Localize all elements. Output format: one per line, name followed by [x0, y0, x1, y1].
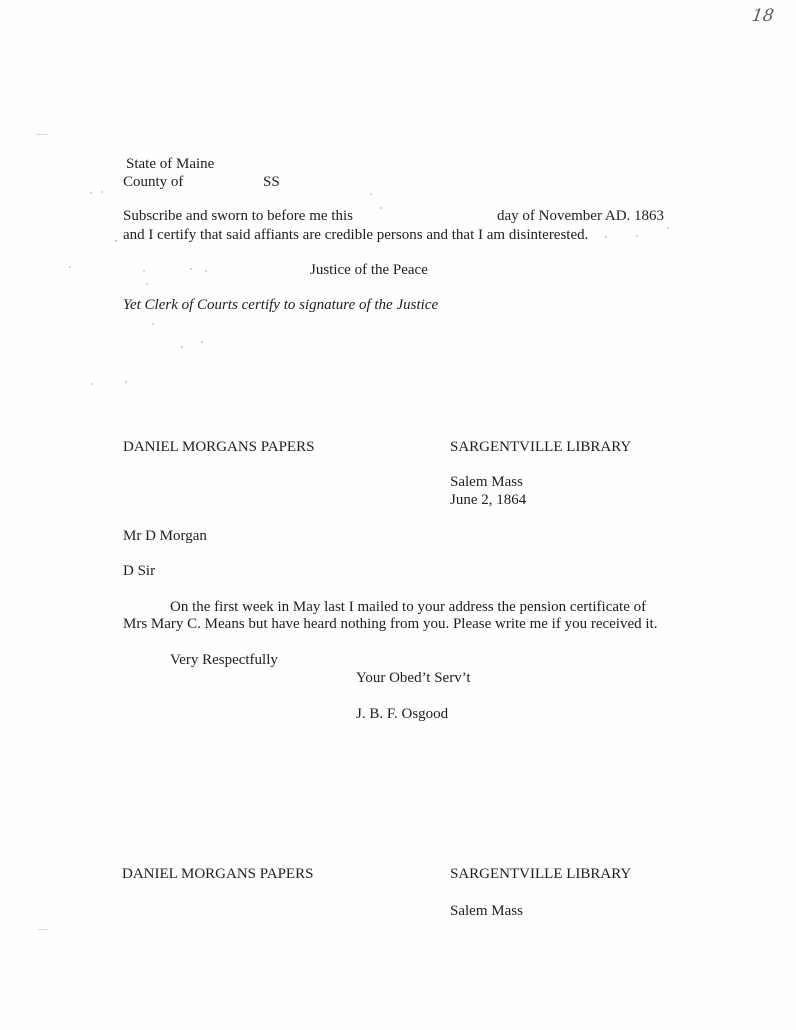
affidavit-date: day of November AD. 1863 [497, 208, 665, 224]
scan-speck [125, 381, 127, 383]
letter1-body-line2: Mrs Mary C. Means but have heard nothing from you. Please write me if you received it. [123, 616, 658, 632]
scan-speck [636, 235, 638, 237]
letter1-salutation: D Sir [123, 563, 156, 579]
scan-mark [38, 929, 48, 930]
certify-line: and I certify that said affiants are credible persons and that I am disinterested. [123, 227, 589, 243]
scan-speck [115, 240, 117, 242]
scan-speck [152, 323, 154, 325]
subscribed-line: Subscribe and sworn to before me this [123, 208, 353, 224]
state-line: State of Maine [126, 156, 215, 172]
letter1-header-left: DANIEL MORGANS PAPERS [123, 439, 315, 455]
letter2-place: Salem Mass [450, 903, 523, 919]
scan-speck [91, 383, 93, 385]
letter1-date: June 2, 1864 [450, 492, 527, 508]
scan-speck [143, 270, 145, 272]
scan-speck [69, 266, 71, 268]
scan-speck [205, 270, 207, 272]
letter1-signature: J. B. F. Osgood [356, 706, 449, 722]
letter1-closing: Very Respectfully [170, 652, 278, 668]
scan-speck [146, 283, 148, 285]
county-line: County of [123, 174, 184, 190]
scan-speck [190, 268, 192, 270]
scan-speck [201, 341, 203, 343]
ss-mark: SS [263, 174, 280, 190]
scan-speck [370, 193, 372, 195]
scan-speck [181, 346, 183, 348]
letter1-place: Salem Mass [450, 474, 523, 490]
letter1-addressee: Mr D Morgan [123, 528, 207, 544]
letter2-header-right: SARGENTVILLE LIBRARY [450, 866, 632, 882]
letter1-body-line1: On the first week in May last I mailed to your address the pension certificate of [170, 599, 647, 615]
page-number: 18 [750, 6, 776, 26]
clerk-note: Yet Clerk of Courts certify to signature of the Justice [123, 297, 439, 313]
letter2-header-left: DANIEL MORGANS PAPERS [122, 866, 314, 882]
scan-speck [605, 236, 607, 238]
letter1-closing2: Your Obed’t Serv’t [356, 670, 471, 686]
scan-speck [667, 227, 669, 229]
scan-mark [36, 134, 48, 135]
scan-speck [380, 207, 382, 209]
scan-speck [101, 191, 103, 193]
justice-of-peace: Justice of the Peace [310, 262, 428, 278]
letter1-header-right: SARGENTVILLE LIBRARY [450, 439, 632, 455]
scan-speck [90, 192, 92, 194]
